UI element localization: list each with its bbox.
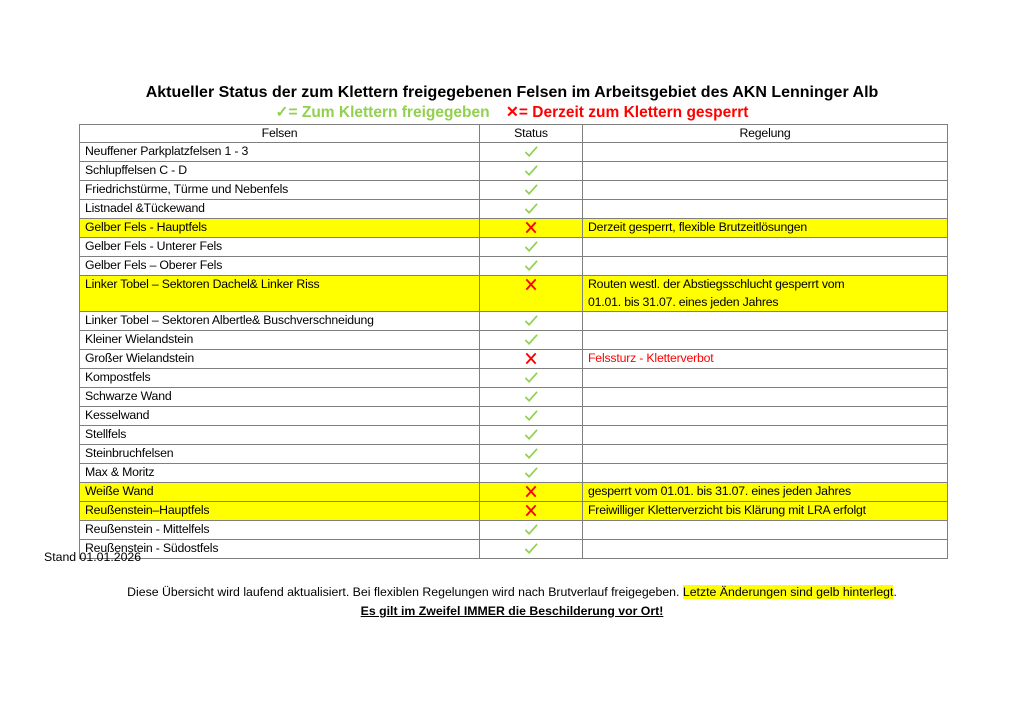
regelung-cell: [583, 238, 948, 257]
page-title: Aktueller Status der zum Klettern freigegebenen Felsen im Arbeitsgebiet des AKN Lenninger Alb: [145, 84, 879, 101]
table-header: [80, 125, 948, 143]
table-row: [80, 331, 948, 350]
regelung-cell: [583, 350, 948, 369]
table-row: [80, 312, 948, 331]
felsen-cell: Linker Tobel – Sektoren Dachel& Linker Riss: [80, 276, 480, 312]
felsen-cell: Kesselwand: [80, 407, 480, 426]
status-cell: [480, 445, 583, 464]
status-cell: [480, 238, 583, 257]
felsen-cell: Steinbruchfelsen: [80, 445, 480, 464]
check-icon: [480, 446, 582, 463]
regelung-cell: [583, 407, 948, 426]
status-cell: [480, 143, 583, 162]
regelung-cell: [583, 312, 948, 331]
table-row: [80, 388, 948, 407]
regelung-cell: [583, 388, 948, 407]
check-icon: [480, 389, 582, 406]
status-table: [79, 124, 948, 559]
regelung-cell: [583, 257, 948, 276]
regelung-cell: [583, 181, 948, 200]
check-icon: [480, 465, 582, 482]
legend-closed-label: = Derzeit zum Klettern gesperrt: [518, 104, 749, 121]
check-icon: [480, 182, 582, 199]
footer-end: .: [893, 585, 897, 599]
felsen-cell: Reußenstein - Mittelfels: [80, 521, 480, 540]
table-row: [80, 350, 948, 369]
felsen-cell: Reußenstein–Hauptfels: [80, 502, 480, 521]
felsen-cell: Schlupffelsen C - D: [80, 162, 480, 181]
table-row: [80, 369, 948, 388]
felsen-cell: Kompostfels: [80, 369, 480, 388]
regelung-cell: [583, 143, 948, 162]
cross-icon: [480, 503, 582, 520]
table-row: [80, 445, 948, 464]
stand-date: Stand 01.01.2026: [44, 550, 142, 564]
regelung-cell: [583, 219, 948, 238]
felsen-cell: Gelber Fels - Hauptfels: [80, 219, 480, 238]
table-row: [80, 521, 948, 540]
status-cell: [480, 350, 583, 369]
status-cell: [480, 312, 583, 331]
check-icon: [480, 541, 582, 558]
felsen-cell: Neuffener Parkplatzfelsen 1 - 3: [80, 143, 480, 162]
table-row: [80, 143, 948, 162]
status-cell: [480, 200, 583, 219]
table-row: [80, 407, 948, 426]
felsen-cell: Kleiner Wielandstein: [80, 331, 480, 350]
regelung-text: gesperrt vom 01.01. bis 31.07. eines jeden Jahres: [588, 484, 851, 499]
table-row: [80, 162, 948, 181]
table-row: [80, 502, 948, 521]
status-cell: [480, 331, 583, 350]
regelung-cell: [583, 502, 948, 521]
cross-icon: [480, 484, 582, 501]
table-row: [80, 219, 948, 238]
table-row: [80, 257, 948, 276]
check-icon: [480, 332, 582, 349]
status-cell: [480, 257, 583, 276]
felsen-cell: Friedrichstürme, Türme und Nebenfels: [80, 181, 480, 200]
check-icon: [480, 370, 582, 387]
table-row: [80, 426, 948, 445]
status-cell: [480, 388, 583, 407]
cross-icon: [480, 277, 582, 294]
check-icon: [480, 408, 582, 425]
table-row: [80, 464, 948, 483]
table-row: [80, 238, 948, 257]
check-icon: [480, 427, 582, 444]
status-cell: [480, 369, 583, 388]
regelung-text: Freiwilliger Kletterverzicht bis Klärung mit LRA erfolgt: [588, 503, 866, 518]
regelung-cell: [583, 426, 948, 445]
check-icon: [480, 201, 582, 218]
regelung-cell: [583, 483, 948, 502]
felsen-cell: Weiße Wand: [80, 483, 480, 502]
cross-icon: [480, 220, 582, 237]
status-cell: [480, 426, 583, 445]
felsen-cell: Reußenstein - Südostfels: [80, 540, 480, 559]
cross-icon: [480, 351, 582, 368]
felsen-cell: Schwarze Wand: [80, 388, 480, 407]
table-row: [80, 181, 948, 200]
regelung-cell: [583, 369, 948, 388]
legend-ok-label: = Zum Klettern freigegeben: [288, 104, 490, 121]
felsen-cell: Gelber Fels – Oberer Fels: [80, 257, 480, 276]
cross-icon: ✕: [505, 104, 519, 121]
table-row: [80, 483, 948, 502]
footer-highlight: Letzte Änderungen sind gelb hinterlegt: [682, 585, 894, 599]
check-icon: [480, 258, 582, 275]
header-felsen: Felsen: [80, 125, 480, 143]
regelung-text-line2: 01.01. bis 31.07. eines jeden Jahres: [588, 294, 779, 309]
check-icon: [480, 239, 582, 256]
status-cell: [480, 219, 583, 238]
regelung-text: Derzeit gesperrt, flexible Brutzeitlösungen: [588, 220, 808, 235]
check-icon: [480, 313, 582, 330]
status-cell: [480, 407, 583, 426]
table-row: [80, 200, 948, 219]
footer-note: Es gilt im Zweifel IMMER die Beschilderung vor Ort!: [360, 604, 664, 618]
status-cell: [480, 521, 583, 540]
status-cell: [480, 464, 583, 483]
regelung-cell: [583, 464, 948, 483]
status-cell: [480, 540, 583, 559]
header-status: Status: [480, 125, 583, 143]
regelung-text: Routen westl. der Abstiegsschlucht gesperrt vom: [588, 277, 845, 292]
check-icon: [480, 144, 582, 161]
check-icon: [480, 522, 582, 539]
regelung-cell: [583, 162, 948, 181]
table-row: [80, 540, 948, 559]
legend: [0, 104, 1024, 122]
regelung-cell: [583, 276, 948, 312]
felsen-cell: Großer Wielandstein: [80, 350, 480, 369]
felsen-cell: Stellfels: [80, 426, 480, 445]
table-row: [80, 276, 948, 312]
status-cell: [480, 502, 583, 521]
check-icon: [480, 163, 582, 180]
felsen-cell: Max & Moritz: [80, 464, 480, 483]
regelung-text: Felssturz - Kletterverbot: [588, 351, 714, 366]
regelung-cell: [583, 540, 948, 559]
footer-main: Diese Übersicht wird laufend aktualisiert. Bei flexiblen Regelungen wird nach Brutverlauf freigegeben.: [127, 585, 683, 599]
regelung-cell: [583, 331, 948, 350]
status-cell: [480, 483, 583, 502]
regelung-cell: [583, 521, 948, 540]
footer-text: [0, 584, 1024, 600]
status-cell: [480, 276, 583, 312]
felsen-cell: Gelber Fels - Unterer Fels: [80, 238, 480, 257]
regelung-cell: [583, 445, 948, 464]
felsen-cell: Linker Tobel – Sektoren Albertle& Buschverschneidung: [80, 312, 480, 331]
regelung-cell: [583, 200, 948, 219]
status-cell: [480, 181, 583, 200]
check-icon: ✓: [275, 104, 289, 121]
status-cell: [480, 162, 583, 181]
felsen-cell: Listnadel &Tückewand: [80, 200, 480, 219]
header-regelung: Regelung: [583, 125, 948, 143]
